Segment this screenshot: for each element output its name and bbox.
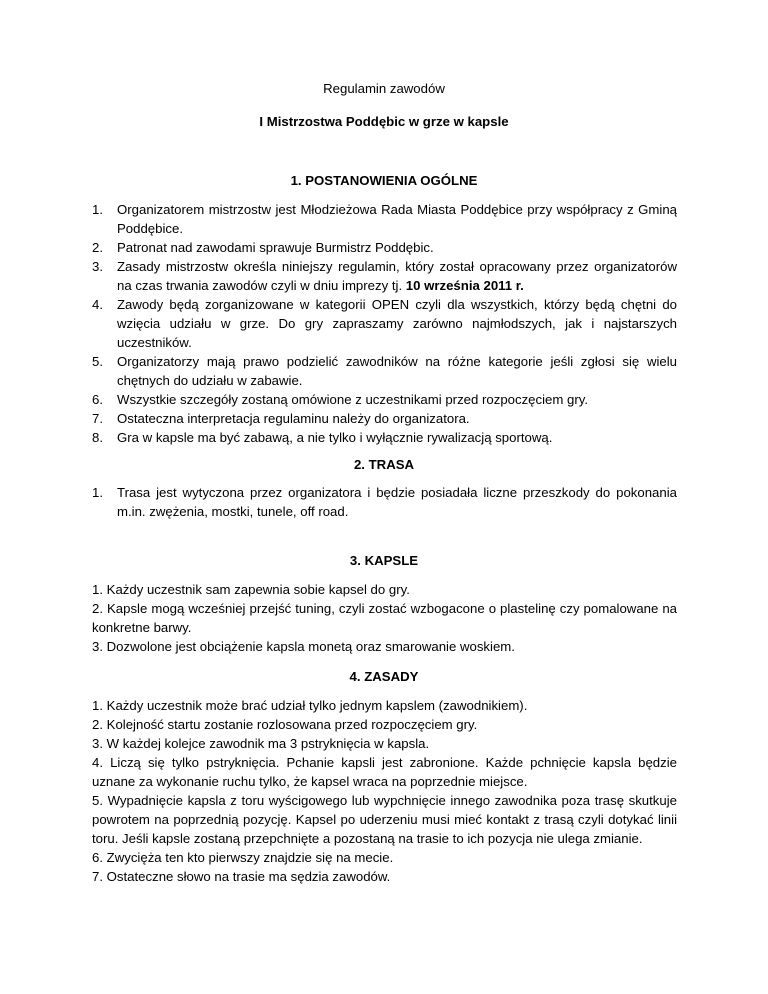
section-1-heading: 1. POSTANOWIENIA OGÓLNE [290,173,478,188]
section-2-list [92,483,677,521]
list-item-text: Ostateczna interpretacja regulaminu należy do organizatora. [117,411,470,426]
document-subtitle: I Mistrzostwa Poddębic w grze w kapsle [259,114,509,129]
list-item-number: 4. [92,297,103,312]
section-1-list [92,200,677,447]
list-item [92,200,677,238]
list-item [92,483,677,521]
paragraph: 1. Każdy uczestnik sam zapewnia sobie kapsel do gry. [92,582,410,597]
list-item-text: Trasa jest wytyczona przez organizatora i będzie posiadała liczne przeszkody do pokonania m.in. zwężenia, mostki, tunele, off road. [117,485,677,519]
section-4-body [92,696,677,886]
paragraph: 6. Zwycięża ten kto pierwszy znajdzie się na mecie. [92,850,394,865]
section-1-list-container [92,200,677,447]
list-item-number: 8. [92,430,103,445]
list-item-text: Patronat nad zawodami sprawuje Burmistrz Poddębic. [117,240,434,255]
list-item-number: 1. [92,485,103,500]
document-title: Regulamin zawodów [323,81,445,96]
list-item [92,390,677,409]
list-item-number: 5. [92,354,103,369]
list-item [92,352,677,390]
list-item-text: Wszystkie szczegóły zostaną omówione z uczestnikami przed rozpoczęciem gry. [117,392,589,407]
list-item-number: 3. [92,259,103,274]
list-item-text: Zawody będą zorganizowane w kategorii OPEN czyli dla wszystkich, którzy będą chętni do wzięcia udziału w grze. Do gry zapraszamy zarówno najmłodszych, jak i najstarszych uczestników. [117,297,677,350]
list-item [92,409,677,428]
list-item [92,295,677,352]
section-3-body [92,580,677,656]
section-2-heading: 2. TRASA [353,457,415,472]
paragraph: 2. Kapsle mogą wcześniej przejść tuning, czyli zostać wzbogacone o plastelinę czy pomalowane na konkretne barwy. [92,601,677,635]
list-item-number: 2. [92,240,103,255]
list-item [92,238,677,257]
section-3-heading: 3. KAPSLE [349,553,419,568]
list-item-text: Gra w kapsle ma być zabawą, a nie tylko i wyłącznie rywalizacją sportową. [117,430,553,445]
paragraph: 5. Wypadnięcie kapsla z toru wyścigowego lub wypchnięcie innego zawodnika poza trasę skutkuje powrotem na poprzednią pozycję. Kapsel po uderzeniu musi mieć kontakt z trasą czyli dotykać linii toru. Jeśli kapsle zostaną przepchnięte a pozostaną na trasie to ich pozycja nie ulega zmianie. [92,793,677,846]
paragraph: 2. Kolejność startu zostanie rozlosowana przed rozpoczęciem gry. [92,717,478,732]
paragraph: 3. W każdej kolejce zawodnik ma 3 pstryknięcia w kapsla. [92,736,430,751]
paragraph: 7. Ostateczne słowo na trasie ma sędzia zawodów. [92,869,391,884]
list-item-text: Organizatorzy mają prawo podzielić zawodników na różne kategorie jeśli zgłosi się wielu chętnych do udziału w zabawie. [117,354,677,388]
list-item-number: 7. [92,411,103,426]
list-item [92,428,677,447]
paragraph: 4. Liczą się tylko pstryknięcia. Pchanie kapsli jest zabronione. Każde pchnięcie kapsla będzie uznane za wykonanie ruchu tylko, że kapsel wraca na poprzednie miejsce. [92,755,677,789]
list-item-text: Zasady mistrzostw określa niniejszy regulamin, który został opracowany przez organizatorów na czas trwania zawodów czyli w dniu imprezy tj. [117,259,677,293]
section-2-list-container [92,483,677,521]
event-date: 10 września 2011 r. [405,278,524,293]
list-item-number: 6. [92,392,103,407]
section-4-heading: 4. ZASADY [349,669,419,684]
paragraph: 3. Dozwolone jest obciążenie kapsla monetą oraz smarowanie woskiem. [92,639,515,654]
list-item [92,257,677,295]
paragraph: 1. Każdy uczestnik może brać udział tylko jednym kapslem (zawodnikiem). [92,698,528,713]
list-item-text: Organizatorem mistrzostw jest Młodzieżowa Rada Miasta Poddębice przy współpracy z Gminą Poddębice. [117,202,677,236]
list-item-number: 1. [92,202,103,217]
